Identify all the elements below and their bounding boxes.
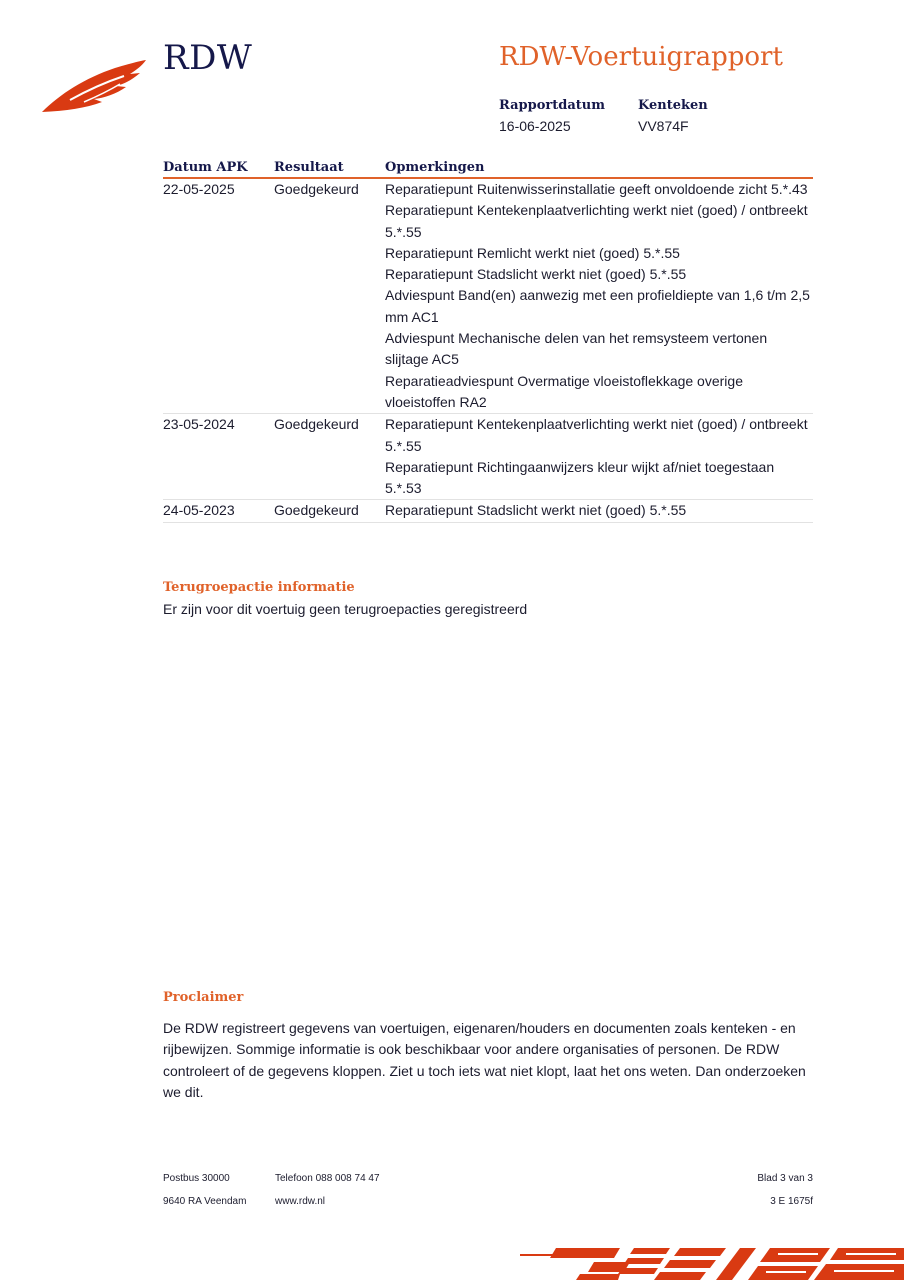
decorative-stripes-icon: [520, 1244, 904, 1280]
recall-text: Er zijn voor dit voertuig geen terugroepacties geregistreerd: [163, 601, 528, 617]
plate-value: VV874F: [638, 118, 689, 134]
footer-page-number: Blad 3 van 3: [757, 1173, 813, 1184]
remark-item: Adviespunt Band(en) aanwezig met een profieldiepte van 1,6 t/m 2,5 mm AC1: [385, 287, 810, 325]
column-header-date: Datum APK: [163, 160, 274, 178]
remark-item: Reparatiepunt Kentekenplaatverlichting werkt niet (goed) / ontbreekt 5.*.55: [385, 202, 808, 240]
remark-item: Reparatiepunt Stadslicht werkt niet (goed) 5.*.55: [385, 502, 687, 519]
remark-item: Reparatiepunt Ruitenwisserinstallatie geeft onvoldoende zicht 5.*.43: [385, 181, 808, 197]
apk-date: 24-05-2023: [163, 500, 274, 522]
footer-city: 9640 RA Veendam: [163, 1196, 247, 1207]
apk-result: Goedgekeurd: [274, 500, 385, 522]
remark-item: Reparatiepunt Stadslicht werkt niet (goed) 5.*.55: [385, 266, 687, 283]
apk-result: Goedgekeurd: [274, 414, 385, 500]
footer-postbus: Postbus 30000: [163, 1173, 230, 1184]
report-date-value: 16-06-2025: [499, 118, 571, 134]
apk-date: 22-05-2025: [163, 178, 274, 414]
remark-item: Reparatiepunt Richtingaanwijzers kleur wijkt af/niet toegestaan 5.*.53: [385, 458, 775, 497]
apk-remarks: [385, 414, 813, 500]
footer-document-code: 3 E 1675f: [770, 1196, 813, 1207]
footer-phone: Telefoon 088 008 74 47: [275, 1173, 380, 1184]
proclaimer-section-title: Proclaimer: [163, 990, 244, 1005]
recall-section-title: Terugroepactie informatie: [163, 580, 355, 595]
proclaimer-text: De RDW registreert gegevens van voertuigen, eigenaren/houders en documenten zoals kenteken - en rijbewijzen. Sommige informatie is ook beschikbaar voor andere organisaties of personen. De RDW controleert of de gegevens kloppen. Ziet u toch iets wat niet klopt, laat het ons weten. Dan onderzoeken we dit.: [163, 1020, 806, 1100]
apk-result: Goedgekeurd: [274, 178, 385, 414]
table-row: [163, 500, 813, 522]
apk-date: 23-05-2024: [163, 414, 274, 500]
remark-item: Adviespunt Mechanische delen van het remsysteem vertonen slijtage AC5: [385, 330, 768, 368]
apk-history-table: [163, 160, 813, 523]
report-date-label: Rapportdatum: [499, 98, 605, 113]
remark-item: Reparatiepunt Kentekenplaatverlichting werkt niet (goed) / ontbreekt 5.*.55: [385, 416, 808, 454]
table-header-row: [163, 160, 813, 178]
footer-website: www.rdw.nl: [275, 1196, 326, 1207]
table-row: [163, 414, 813, 500]
remark-item: Reparatieadviespunt Overmatige vloeistoflekkage overige vloeistoffen RA2: [385, 372, 743, 410]
plate-label: Kenteken: [638, 98, 708, 113]
column-header-result: Resultaat: [274, 160, 385, 178]
brand-name: RDW: [163, 38, 253, 78]
report-title: RDW-Voertuigrapport: [499, 42, 783, 72]
remark-item: Reparatiepunt Remlicht werkt niet (goed) 5.*.55: [385, 244, 680, 261]
apk-remarks: [385, 178, 813, 414]
column-header-remarks: Opmerkingen: [385, 160, 813, 178]
rdw-logo-icon: [40, 56, 150, 116]
apk-remarks: [385, 500, 813, 522]
table-row: [163, 178, 813, 414]
